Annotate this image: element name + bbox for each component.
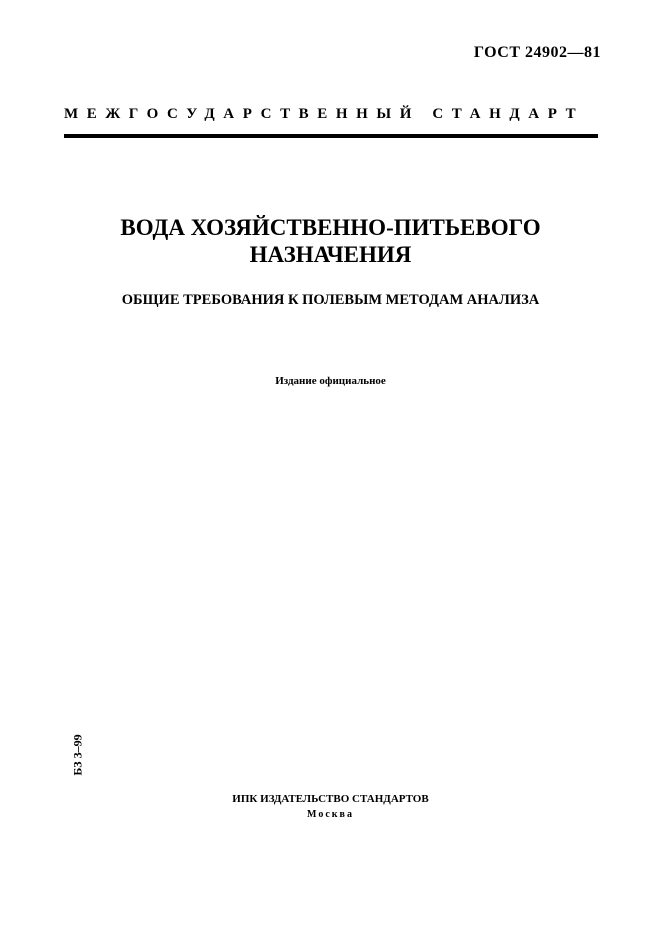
title-line-1: ВОДА ХОЗЯЙСТВЕННО-ПИТЬЕВОГО xyxy=(120,215,541,240)
title-line-2: НАЗНАЧЕНИЯ xyxy=(249,242,412,267)
publisher-name: ИПК ИЗДАТЕЛЬСТВО СТАНДАРТОВ xyxy=(232,793,429,805)
document-title xyxy=(0,214,661,268)
gost-number: ГОСТ 24902—81 xyxy=(473,44,601,61)
edition-label: Издание официальное xyxy=(275,375,386,387)
side-code: БЗ 3–99 xyxy=(70,734,85,776)
standard-type-label: МЕЖГОСУДАРСТВЕННЫЙ СТАНДАРТ xyxy=(64,106,585,122)
document-subtitle: ОБЩИЕ ТРЕБОВАНИЯ К ПОЛЕВЫМ МЕТОДАМ АНАЛИЗА xyxy=(121,292,540,308)
publisher-city: Москва xyxy=(307,809,354,820)
header-divider xyxy=(64,134,598,138)
